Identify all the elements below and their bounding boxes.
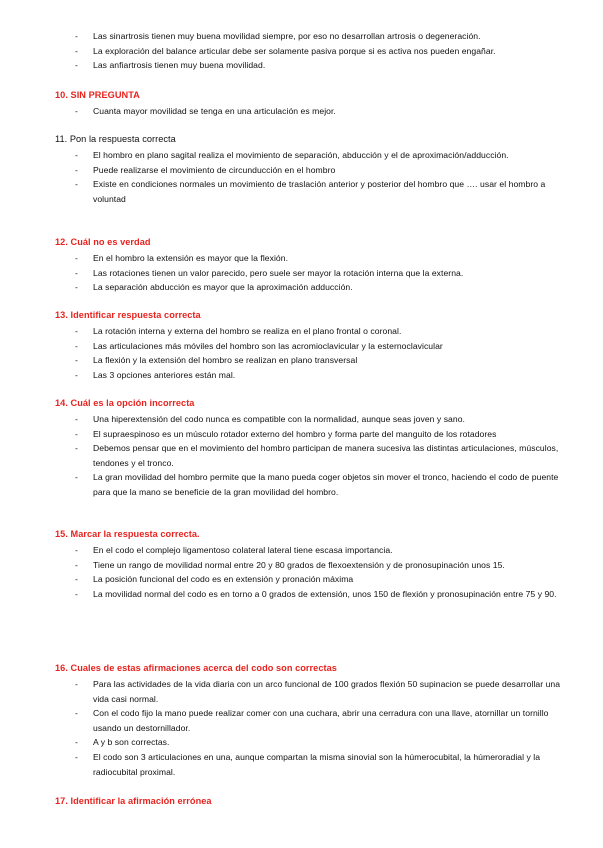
list-item: - Cuanta mayor movilidad se tenga en una articulación es mejor.	[55, 104, 575, 119]
question-17	[55, 795, 575, 807]
list-item: - Las articulaciones más móviles del hombro son las acromioclavicular y la esternoclavicular	[55, 339, 575, 354]
list-item: - El hombro en plano sagital realiza el movimiento de separación, abducción y el de aproximación/adducción.	[55, 148, 575, 163]
intro-list	[55, 29, 575, 73]
list-item: - La posición funcional del codo es en extensión y pronación máxima	[55, 572, 575, 587]
list-item: - Para las actividades de la vida diaria con un arco funcional de 100 grados flexión 50 supinacion se puede desarrollar una vida casi normal.	[55, 677, 575, 706]
list-item: - La movilidad normal del codo es en torno a 0 grados de extensión, unos 150 de flexión y pronosupinación entre 75 y 90.	[55, 587, 575, 602]
question-title: 12. Cuál no es verdad	[55, 237, 151, 247]
list-item: - Las 3 opciones anteriores están mal.	[55, 368, 575, 383]
list-item: - La flexión y la extensión del hombro se realizan en plano transversal	[55, 353, 575, 368]
question-10	[55, 89, 575, 119]
list-item: - Puede realizarse el movimiento de circunducción en el hombro	[55, 163, 575, 178]
list-item: - La rotación interna y externa del hombro se realiza en el plano frontal o coronal.	[55, 324, 575, 339]
list-item: - La exploración del balance articular debe ser solamente pasiva porque si es activa nos pueden engañar.	[55, 44, 575, 59]
list-item: - Las anfiartrosis tienen muy buena movilidad.	[55, 58, 575, 73]
question-16	[55, 662, 575, 779]
list-item: - La gran movilidad del hombro permite que la mano pueda coger objetos sin mover el tronco, haciendo el codo de puente para que la mano se beneficie de la gran movilidad del hombro.	[55, 470, 575, 499]
list-item: - Con el codo fijo la mano puede realizar comer con una cuchara, abrir una cerradura con una llave, atornillar un tornillo usando un destornillador.	[55, 706, 575, 735]
list-item: - En el codo el complejo ligamentoso colateral lateral tiene escasa importancia.	[55, 543, 575, 558]
question-11	[55, 133, 575, 206]
list-item: - La separación abducción es mayor que la aproximación adducción.	[55, 280, 575, 295]
question-title: 17. Identificar la afirmación errónea	[55, 796, 212, 806]
list-item: - A y b son correctas.	[55, 735, 575, 750]
list-item: - Tiene un rango de movilidad normal entre 20 y 80 grados de flexoextensión y de pronosupinación unos 15.	[55, 558, 575, 573]
list-item: - En el hombro la extensión es mayor que la flexión.	[55, 251, 575, 266]
list-item: - Existe en condiciones normales un movimiento de traslación anterior y posterior del hombro que …. usar el hombro a voluntad	[55, 177, 575, 206]
list-item: - Debemos pensar que en el movimiento del hombro participan de manera sucesiva las distintas articulaciones, músculos, tendones y el tronco.	[55, 441, 575, 470]
question-14	[55, 397, 575, 500]
question-12	[55, 236, 575, 295]
question-title: 10. SIN PREGUNTA	[55, 90, 140, 100]
question-title: 14. Cuál es la opción incorrecta	[55, 398, 195, 408]
question-title: 11. Pon la respuesta correcta	[55, 134, 176, 144]
question-title: 13. Identificar respuesta correcta	[55, 310, 201, 320]
list-item: - Las rotaciones tienen un valor parecido, pero suele ser mayor la rotación interna que la externa.	[55, 266, 575, 281]
question-title: 16. Cuales de estas afirmaciones acerca del codo son correctas	[55, 663, 337, 673]
list-item: - El supraespinoso es un músculo rotador externo del hombro y forma parte del manguito de los rotadores	[55, 427, 575, 442]
question-title: 15. Marcar la respuesta correcta.	[55, 529, 200, 539]
list-item: - El codo son 3 articulaciones en una, aunque compartan la misma sinovial son la húmerocubital, la húmeroradial y la radiocubital proximal.	[55, 750, 575, 779]
list-item: - Las sinartrosis tienen muy buena movilidad siempre, por eso no desarrollan artrosis o degeneración.	[55, 29, 575, 44]
question-13	[55, 309, 575, 382]
list-item: - Una hiperextensión del codo nunca es compatible con la normalidad, aunque seas joven y sano.	[55, 412, 575, 427]
question-15	[55, 528, 575, 601]
